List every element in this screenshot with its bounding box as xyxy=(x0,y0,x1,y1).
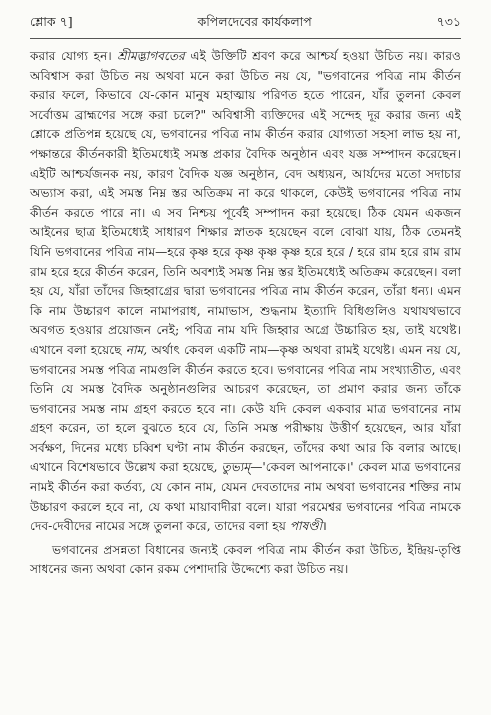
chapter-title: কপিলদেবের কার্যকলাপ xyxy=(197,14,312,29)
running-header xyxy=(30,14,461,36)
text-segment: —'কেবল আপনাকে।' কেবল মাত্র ভগবানের নামই কীর্তন করা কর্তব্য, যে কোন নাম, যেমন দেবতাদের নাম অথবা ভগবানের শক্তির নাম উচ্চারণ করলে হবে না, যে কথা মায়াবাদীরা বলে। যারা পরমেশ্বর ভগবানের পবিত্র নামকে দেব-দেবীদের নামের সঙ্গে তুলনা করে, তাদের বলা হয় xyxy=(30,460,461,534)
text-segment: এই উক্তিটি শ্রবণ করে আশ্চর্য হওয়া উচিত নয়। কারও অবিশ্বাস করা উচিত নয় অথবা মনে করা উচিত নয় যে, "ভগবানের পবিত্র নাম কীর্তন করার ফলে, কিভাবে যে-কোন মানুষ মহাত্মায় পরিণত হতে পারেন, যাঁর তুলনা কেবল সর্বোত্তম ব্রাহ্মণের সঙ্গে করা চলে?" অবিশ্বাসী ব্যক্তিদের এই সন্দেহ দূর করার জন্য এই শ্লোকে প্রতিপন্ন হয়েছে যে, ভগবানের পবিত্র নাম কীর্তন করার যোগ্যতা সহসা লাভ হয় না, পক্ষান্তরে কীর্তনকারী ইতিমধ্যেই সমস্ত প্রকার বৈদিক অনুষ্ঠান এবং যজ্ঞ সম্পাদন করেছেন। এইটি আশ্চর্যজনক নয়, কারণ বৈদিক যজ্ঞ অনুষ্ঠান, বেদ অধ্যয়ন, আর্যদের মতো সদাচার অভ্যাস করা, এই সমস্ত নিম্ন স্তর অতিক্রম না করে থাকলে, কেউই ভগবানের পবিত্র নাম কীর্তন করতে পারে না। এ সব নিশ্চয় পূর্বেই সম্পাদন করা হয়েছে। ঠিক যেমন একজন আইনের ছাত্র ইতিমধ্যেই সাধারণ শিক্ষার স্নাতক হয়েছেন বলে বোঝা যায়, ঠিক তেমনই যিনি ভগবানের পবিত্র নাম—হরে কৃষ্ণ হরে কৃষ্ণ কৃষ্ণ কৃষ্ণ হরে হরে / হরে রাম হরে রাম রাম রাম হরে হরে কীর্তন করেন, তিনি অবশ্যই সমস্ত নিম্ন স্তর ইতিমধ্যেই অতিক্রম করেছেন। বলা হয় যে, যাঁরা তাঁদের জিহ্বাগ্রের দ্বারা ভগবানের পবিত্র নাম কীর্তন করেন, তাঁরা ধন্য। এমন কি নাম উচ্চারণ কালে নামাপরাধ, নামাভাস, শুদ্ধনাম ইত্যাদি বিধিগুলিও যথাযথভাবে অবগত হওয়ার প্রয়োজন নেই; পবিত্র নাম যদি জিহ্বার অগ্রে উচ্চারিত হয়, তাই যথেষ্ট। এখানে বলা হয়েছে xyxy=(30,49,461,357)
sanskrit-term-pasandi: পাষণ্ডী xyxy=(289,519,323,534)
sanskrit-term-nama: নাম, xyxy=(125,342,148,357)
scripture-title-srimad-bhagavatam: শ্রীমদ্ভাগবতের xyxy=(117,49,185,63)
text-segment: করার যোগ্য হন। xyxy=(30,49,118,63)
text-segment: । xyxy=(322,519,327,534)
sanskrit-term-tubhyam: তুভ্যম্ xyxy=(221,460,251,475)
verse-reference: শ্লোক ৭] xyxy=(30,14,73,29)
page-number: ৭৩১ xyxy=(436,14,461,29)
purport-paragraph-1 xyxy=(30,47,461,537)
text-segment: অর্থাৎ কেবল একটি নাম—কৃষ্ণ অথবা রামই যথেষ্ট। এমন নয় যে, ভগবানের সমস্ত পবিত্র নামগুলি কীর্তন করতে হবে। ভগবানের পবিত্র নাম সংখ্যাতীত, এবং তিনি যে সমস্ত বৈদিক অনুষ্ঠানগুলির আচরণ করেছেন, তা প্রমাণ করার জন্য তাঁকে ভগবানের সমস্ত নাম গ্রহণ করতে হবে না। কেউ যদি কেবল একবার মাত্র ভগবানের নাম গ্রহণ করেন, তা হলে বুঝতে হবে যে, তিনি সমস্ত পরীক্ষায় উত্তীর্ণ হয়েছেন, আর যাঁরা সর্বক্ষণ, দিনের মধ্যে চব্বিশ ঘণ্টা নাম কীর্তন করছেন, তাঁদের কথা আর কি বলার আছে। এখানে বিশেষভাবে উল্লেখ করা হয়েছে, xyxy=(30,342,461,475)
purport-text xyxy=(30,47,461,580)
header-rule xyxy=(30,38,461,39)
purport-paragraph-2: ভগবানের প্রসন্নতা বিধানের জন্যই কেবল পবিত্র নাম কীর্তন করা উচিত, ইন্দ্রিয়-তৃপ্তি সাধনের জন্য অথবা কোন রকম পেশাদারি উদ্দেশ্যে করা উচিত নয়। xyxy=(30,542,461,577)
